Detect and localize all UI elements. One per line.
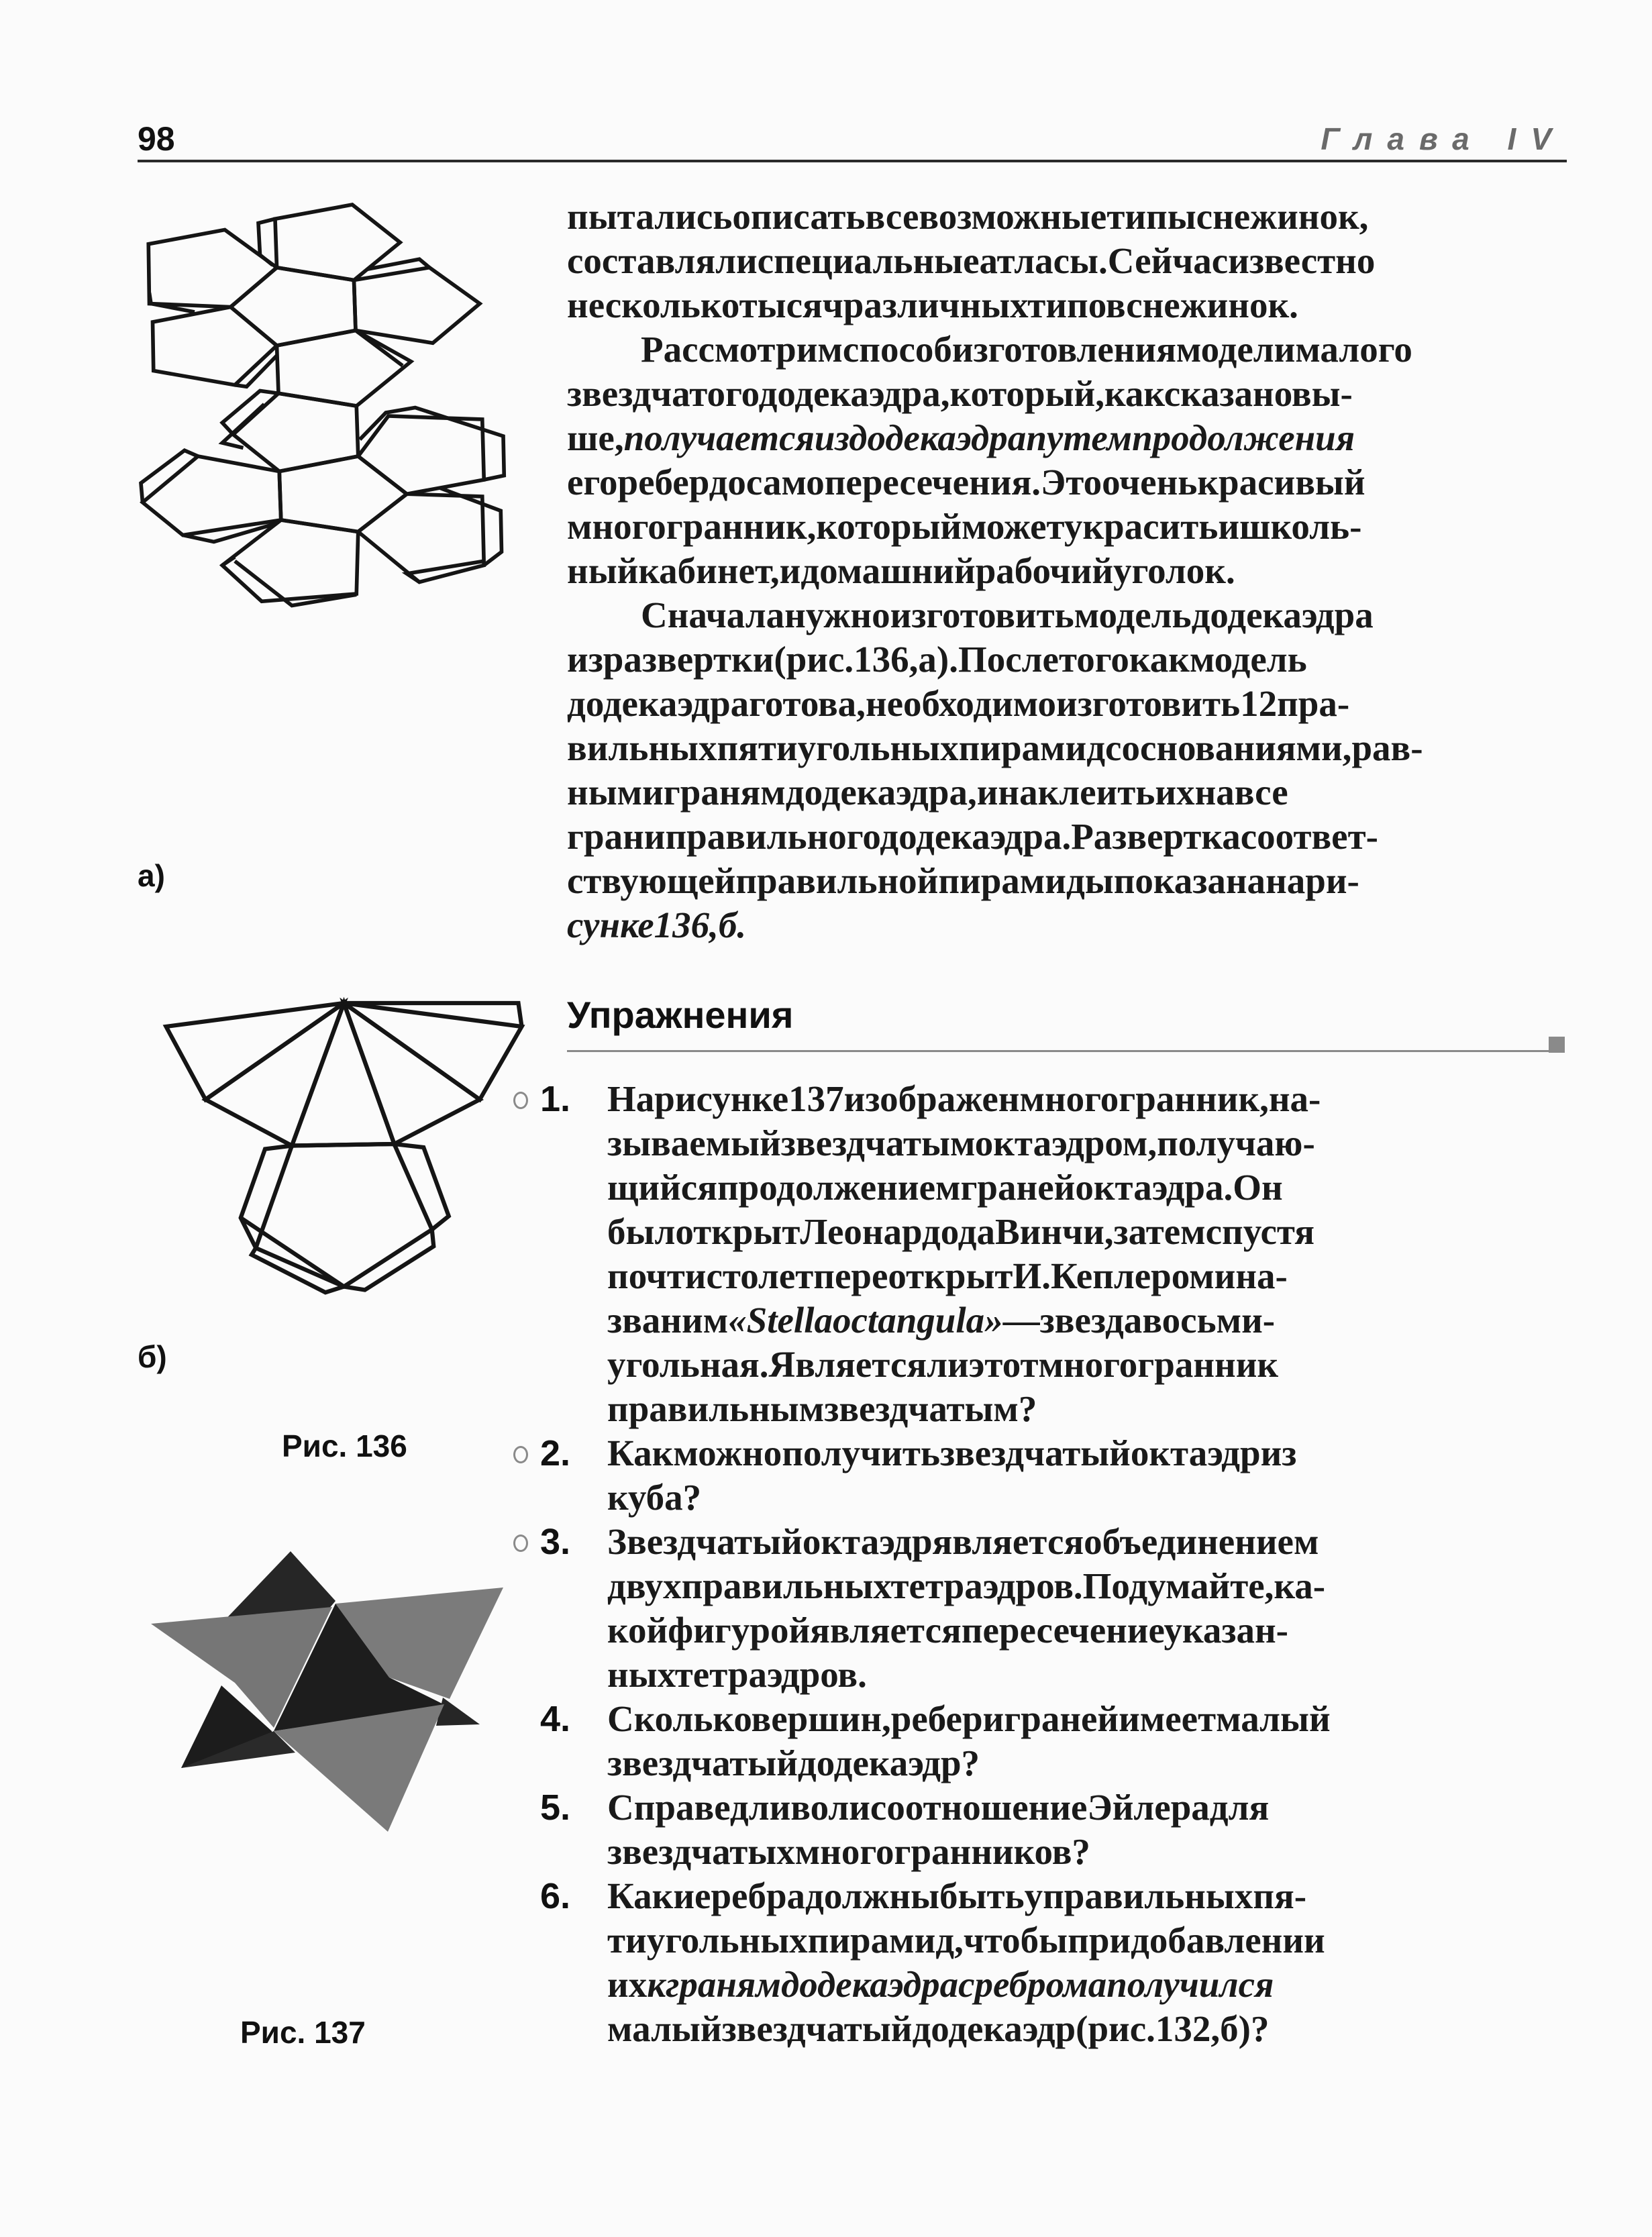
- text-line: ше,получаетсяиздодекаэдрапутемпродолжения: [567, 417, 1355, 458]
- text-line: Какиеребрадолжныбытьуправильныхпя-: [607, 1875, 1307, 1916]
- text-line: Звездчатыйоктаэдрявляетсяобъединением: [607, 1521, 1319, 1562]
- text-line: ныйкабинет,идомашнийрабочийуголок.: [567, 550, 1235, 591]
- text-line: званим«Stellaoctangula»—звездавосьми-: [607, 1300, 1276, 1341]
- text-line: звездчатыхмногогранников?: [607, 1831, 1090, 1872]
- pyramid-face: [344, 1003, 522, 1100]
- glue-tab: [235, 356, 277, 386]
- text-line: пыталисьописатьвсевозможныетипыснежинок,: [567, 196, 1369, 237]
- text-line: несколькотысячразличныхтиповснежинок.: [567, 284, 1298, 325]
- text-line: тиугольныхпирамид,чтобыпридобавлении: [607, 1920, 1325, 1961]
- exercise-item: [540, 1520, 1567, 1697]
- body-text: [567, 195, 1567, 947]
- exercise-number: 2.: [540, 1433, 571, 1473]
- text-line: Скольковершин,реберигранейимеетмалый: [607, 1698, 1331, 1739]
- exercise-item: [540, 1431, 1567, 1520]
- section-title: Упражнения: [567, 994, 794, 1036]
- exercise-number: 6.: [540, 1876, 571, 1916]
- exercise-number: 1.: [540, 1079, 571, 1119]
- exercise-item: [540, 1077, 1567, 1431]
- pyramid-face: [205, 1003, 344, 1146]
- text-line: вильныхпятиугольныхпирамидсоснованиями,рав-: [567, 727, 1423, 768]
- text-line: составлялиспециальныеатласы.Сейчасизвестно: [567, 240, 1376, 281]
- net-face: [354, 268, 480, 344]
- pyramid-face: [166, 1003, 344, 1100]
- star-face-right-dark: [436, 1698, 480, 1726]
- text-line: Какможнополучитьзвездчатыйоктаэдриз: [607, 1433, 1297, 1473]
- glue-tab: [395, 1144, 449, 1230]
- exercise-item: [540, 1874, 1567, 2051]
- text-line: звездчатогододекаэдра,который,каксказановы-: [567, 373, 1353, 414]
- text-line: сунке136,б.: [567, 904, 747, 945]
- text-line: многогранник,которыйможетукраситьишколь-: [567, 506, 1362, 547]
- net-face: [358, 416, 484, 494]
- text-line: зываемыйзвездчатымоктаэдром,получаю-: [607, 1123, 1315, 1163]
- pyramid-face: [344, 1003, 480, 1144]
- net-face: [275, 205, 400, 280]
- chapter-title: Глава IV: [1321, 121, 1566, 156]
- text-line: Нарисунке137изображенмногогранник,на-: [607, 1078, 1321, 1119]
- text-line: додекаэдраготова,необходимоизготовить12пра-: [567, 683, 1350, 724]
- text-line: Рассмотримспособизготовлениямоделималого: [641, 329, 1412, 370]
- figure-136a-dodecahedron-net: [101, 188, 537, 926]
- paragraph: [567, 195, 1567, 327]
- figure-136b-label: б): [138, 1339, 167, 1374]
- text-line: малыйзвездчатыйдодекаэдр(рис.132,б)?: [607, 2008, 1270, 2049]
- pyramid-face: [292, 1003, 395, 1146]
- paragraph: [567, 593, 1567, 947]
- net-face: [358, 494, 484, 582]
- exercise-number: 4.: [540, 1699, 571, 1739]
- figure-136a-label: а): [138, 858, 165, 893]
- text-line: Сначаланужноизготовитьмодельдодекаэдра: [641, 594, 1374, 635]
- text-line: двухправильныхтетраэдров.Подумайте,ка-: [607, 1565, 1326, 1606]
- text-line: угольная.Являетсялиэтотмногогранник: [607, 1344, 1279, 1385]
- section-rule-marker: [1549, 1037, 1565, 1053]
- text-line: койфигуройявляетсяпересечениеуказан-: [607, 1610, 1288, 1651]
- section-rule: [567, 1050, 1553, 1052]
- figure-136-caption: Рис. 136: [282, 1428, 407, 1463]
- exercise-number: 3.: [540, 1522, 571, 1562]
- text-line: нымигранямдодекаэдра,инаклеитьихнавсе: [567, 772, 1288, 813]
- text-line: егоребердосамопересечения.Этооченькрасивый: [567, 462, 1365, 503]
- paragraph: [567, 327, 1567, 593]
- exercise-number: 5.: [540, 1787, 571, 1828]
- text-line: почтистолетпереоткрытИ.Кеплеромина-: [607, 1255, 1288, 1296]
- text-line: СправедливолисоотношениеЭйлерадля: [607, 1787, 1270, 1828]
- text-line: ствующейправильнойпирамидыпоказананари-: [567, 860, 1359, 901]
- exercise-list: [540, 1077, 1567, 2051]
- text-line: ихкгранямдодекаэдрасребромaполучился: [607, 1964, 1274, 2005]
- text-line: звездчатыйдодекаэдр?: [607, 1742, 980, 1783]
- text-line: правильнымзвездчатым?: [607, 1388, 1037, 1429]
- exercise-item: [540, 1697, 1567, 1785]
- text-line: куба?: [607, 1477, 702, 1518]
- glue-tab: [222, 391, 278, 435]
- text-line: изразвертки(рис.136,а).Послетогокакмодель: [567, 639, 1307, 680]
- glue-tab: [440, 488, 501, 566]
- text-line: щийсяпродолжениемгранейоктаэдра.Он: [607, 1167, 1283, 1208]
- exercise-item: [540, 1785, 1567, 1874]
- text-line: былоткрытЛеонардодаВинчи,затемспустя: [607, 1211, 1314, 1252]
- figure-136b-pyramid-net: [101, 953, 537, 1476]
- page-number: 98: [138, 120, 175, 158]
- text-line: граниправильногододекаэдра.Разверткасоответ-: [567, 816, 1378, 857]
- figure-137-caption: Рис. 137: [240, 2015, 366, 2050]
- header-rule: [138, 160, 1567, 162]
- net-face: [279, 456, 407, 532]
- text-line: ныхтетраэдров.: [607, 1654, 867, 1695]
